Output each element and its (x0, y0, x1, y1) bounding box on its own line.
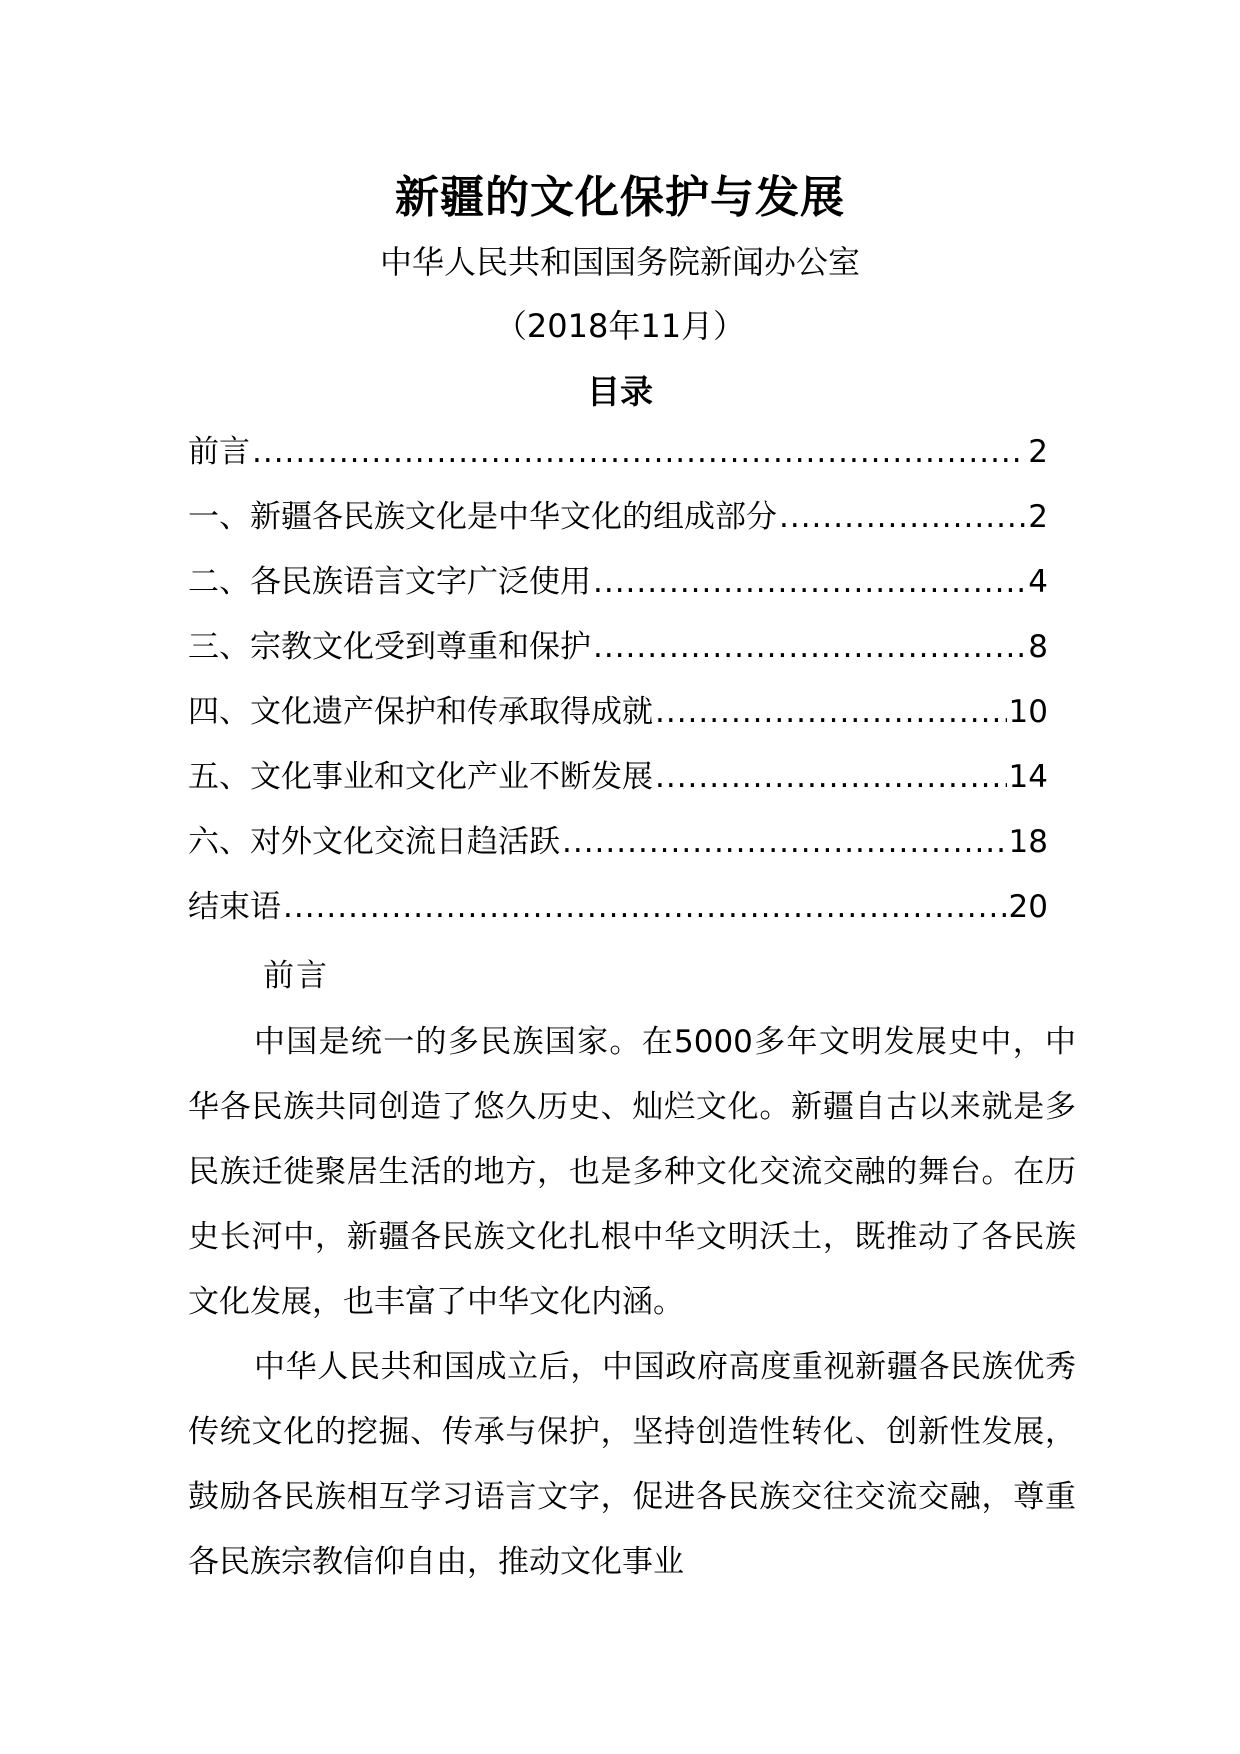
toc-dot-leader (655, 688, 1007, 736)
toc-entry-label: 二、各民族语言文字广泛使用 (188, 564, 591, 600)
section-heading-preface: 前言 (263, 958, 329, 994)
toc-entry-page: 8 (1028, 629, 1048, 665)
document-title: 新疆的文化保护与发展 (395, 172, 845, 223)
toc-entry-page: 20 (1008, 889, 1048, 925)
toc-heading: 目录 (587, 372, 653, 411)
toc-entry-page: 2 (1028, 499, 1048, 535)
toc-dot-leader (593, 623, 1026, 671)
toc-entry-1 (188, 493, 1048, 558)
toc-entry-label: 三、宗教文化受到尊重和保护 (188, 629, 591, 665)
toc-entry-3 (188, 623, 1048, 688)
toc-entry-page: 14 (1008, 759, 1048, 795)
body-paragraph-1: 中国是统一的多民族国家。在5000多年文明发展史中，中华各民族共同创造了悠久历史、灿烂文化。新疆自古以来就是多民族迁徙聚居生活的地方，也是多种文化交流交融的舞台。在历史长河中，新疆各民族文化扎根中华文明沃土，既推动了各民族文化发展，也丰富了中华文化内涵。 (188, 1024, 1076, 1320)
toc-dot-leader (283, 883, 1007, 931)
toc-entry-2 (188, 558, 1048, 623)
toc-entry-page: 4 (1028, 564, 1048, 600)
body-paragraph-2: 中华人民共和国成立后，中国政府高度重视新疆各民族优秀传统文化的挖掘、传承与保护，坚持创造性转化、创新性发展，鼓励各民族相互学习语言文字，促进各民族交往交流交融，尊重各民族宗教信仰自由，推动文化事业 (188, 1349, 1076, 1580)
toc-entry-label: 六、对外文化交流日趋活跃 (188, 824, 560, 860)
toc-entry-label: 前言 (188, 434, 250, 470)
toc-dot-leader (655, 753, 1007, 801)
document-issuer: 中华人民共和国国务院新闻办公室 (379, 243, 860, 281)
toc-entry-label: 五、文化事业和文化产业不断发展 (188, 759, 653, 795)
toc-dot-leader (252, 428, 1026, 476)
toc-entry-page: 18 (1008, 824, 1048, 860)
toc-entry-preface (188, 428, 1048, 493)
toc-dot-leader (593, 558, 1026, 606)
table-of-contents (188, 428, 1048, 948)
toc-entry-conclusion (188, 883, 1048, 948)
toc-entry-page: 2 (1028, 434, 1048, 470)
toc-dot-leader (779, 493, 1026, 541)
toc-entry-label: 一、新疆各民族文化是中华文化的组成部分 (188, 499, 777, 535)
toc-dot-leader (562, 818, 1007, 866)
toc-entry-5 (188, 753, 1048, 818)
toc-entry-label: 结束语 (188, 889, 281, 925)
document-date: （2018年11月） (494, 307, 746, 345)
toc-entry-label: 四、文化遗产保护和传承取得成就 (188, 694, 653, 730)
toc-entry-page: 10 (1008, 694, 1048, 730)
toc-entry-6 (188, 818, 1048, 883)
toc-entry-4 (188, 688, 1048, 753)
